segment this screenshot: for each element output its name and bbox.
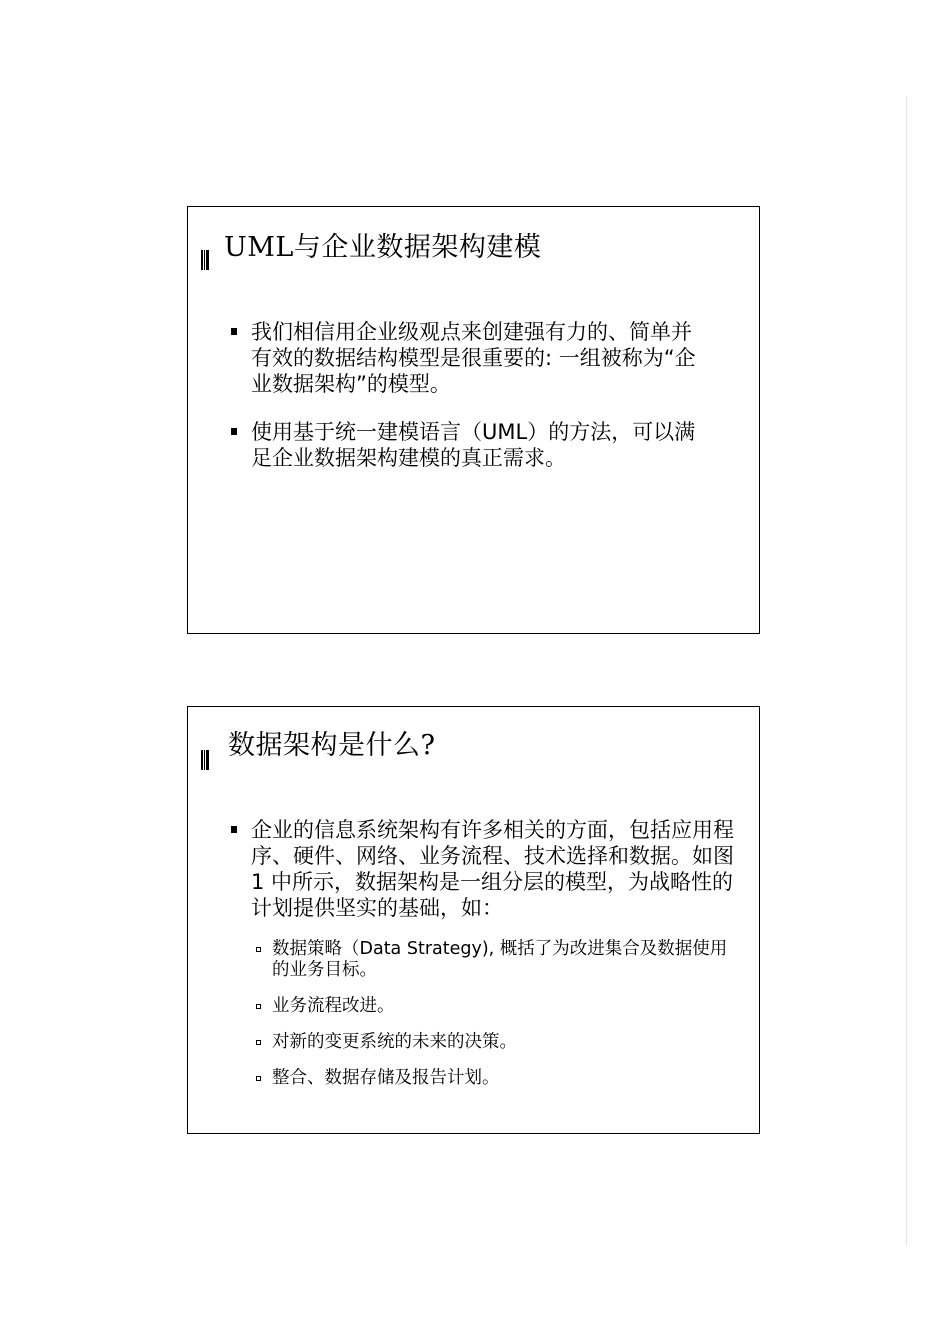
sub-bullet-text: 整合、数据存储及报告计划。 — [272, 1068, 500, 1088]
sub-bullet-item — [256, 1068, 736, 1089]
hollow-square-bullet-icon — [256, 1040, 261, 1045]
slide-title: 数据架构是什么? — [228, 730, 436, 761]
bullet-text: 使用基于统一建模语言（UML）的方法，可以满足企业数据架构建模的真正需求。 — [251, 420, 696, 470]
sub-bullet-text: 对新的变更系统的未来的决策。 — [272, 1032, 517, 1052]
bullet-text: 企业的信息系统架构有许多相关的方面，包括应用程序、硬件、网络、业务流程、技术选择和数据。如图 1 中所示，数据架构是一组分层的模型，为战略性的计划提供坚实的基础，如： — [251, 818, 734, 920]
hollow-square-bullet-icon — [256, 1004, 261, 1009]
bullet-text: 我们相信用企业级观点来创建强有力的、简单并有效的数据结构模型是很重要的: 一组被称为“企业数据架构”的模型。 — [251, 320, 696, 396]
square-bullet-icon — [231, 826, 237, 833]
square-bullet-icon — [231, 428, 237, 435]
bullet-list — [230, 817, 745, 943]
title-bar-icon — [201, 250, 210, 270]
page-edge-line — [906, 96, 907, 1246]
sub-bullet-list — [256, 939, 736, 1104]
sub-bullet-text: 业务流程改进。 — [272, 996, 395, 1016]
sub-bullet-item — [256, 1032, 736, 1053]
title-bar-icon — [201, 750, 210, 770]
slide-2 — [187, 706, 760, 1134]
bullet-item — [230, 419, 745, 471]
sub-bullet-text: 数据策略（Data Strategy), 概括了为改进集合及数据使用的业务目标。 — [272, 939, 728, 980]
slide-1 — [187, 206, 760, 634]
sub-bullet-item — [256, 939, 736, 981]
bullet-item — [230, 817, 745, 921]
sub-bullet-item — [256, 996, 736, 1017]
bullet-item — [230, 319, 745, 397]
hollow-square-bullet-icon — [256, 1076, 261, 1081]
hollow-square-bullet-icon — [256, 947, 261, 952]
slide-title: UML与企业数据架构建模 — [224, 232, 542, 263]
bullet-list — [230, 319, 745, 493]
square-bullet-icon — [231, 328, 237, 335]
